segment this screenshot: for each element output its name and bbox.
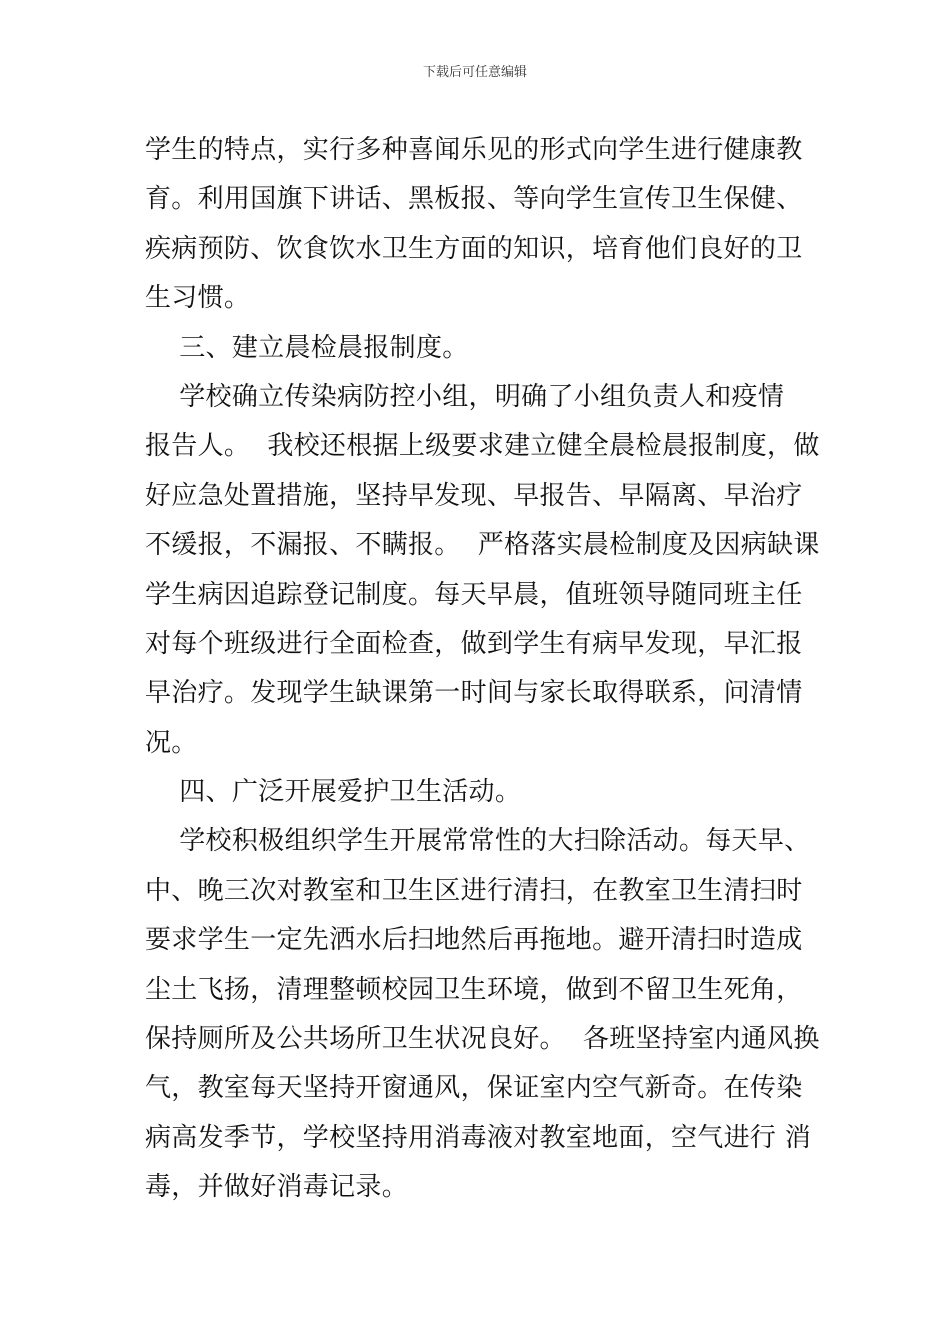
document-body: [145, 126, 825, 1213]
text-line: 气，教室每天坚持开窗通风，保证室内空气新奇。在传染: [145, 1073, 803, 1104]
section-heading: 三、建立晨检晨报制度。: [145, 332, 469, 363]
text-line: 好应急处置措施，坚持早发现、早报告、早隔离、早治疗: [145, 480, 803, 511]
text-line: 早治疗。发现学生缺课第一时间与家长取得联系，问清情: [145, 678, 803, 709]
text-line: 生习惯。: [145, 283, 251, 314]
section-heading: 四、广泛开展爱护卫生活动。: [145, 777, 522, 808]
text-line: 病高发季节，学校坚持用消毒液对教室地面，空气进行 消: [145, 1122, 812, 1153]
text-line: 学生的特点，实行多种喜闻乐见的形式向学生进行健康教: [145, 135, 803, 165]
text-line: 保持厕所及公共场所卫生状况良好。 各班坚持室内通风换: [145, 1024, 820, 1055]
text-line: 学校积极组织学生开展常常性的大扫除活动。每天早、: [145, 826, 811, 857]
text-line: 对每个班级进行全面检查，做到学生有病早发现，早汇报: [145, 628, 803, 659]
text-line: 要求学生一定先洒水后扫地然后再拖地。避开清扫时造成: [145, 925, 803, 956]
text-line: 尘土飞扬，清理整顿校园卫生环境，做到不留卫生死角，: [145, 974, 803, 1005]
text-line: 报告人。 我校还根据上级要求建立健全晨检晨报制度，做: [145, 431, 820, 462]
text-line: 毒，并做好消毒记录。: [145, 1172, 409, 1203]
text-line: 况。: [145, 727, 198, 758]
text-line: 学生病因追踪登记制度。每天早晨，值班领导随同班主任: [145, 579, 803, 610]
text-line: 中、晚三次对教室和卫生区进行清扫，在教室卫生清扫时: [145, 875, 803, 906]
text-line: 不缓报，不漏报、不瞒报。 严格落实晨检制度及因病缺课: [145, 530, 820, 561]
page-header: 下载后可任意编辑: [422, 65, 527, 80]
text-line: 学校确立传染病防控小组，明确了小组负责人和疫情: [145, 381, 785, 412]
text-line: 疾病预防、饮食饮水卫生方面的知识，培育他们良好的卫: [145, 233, 803, 264]
text-line: 育。利用国旗下讲话、黑板报、等向学生宣传卫生保健、: [145, 184, 803, 215]
